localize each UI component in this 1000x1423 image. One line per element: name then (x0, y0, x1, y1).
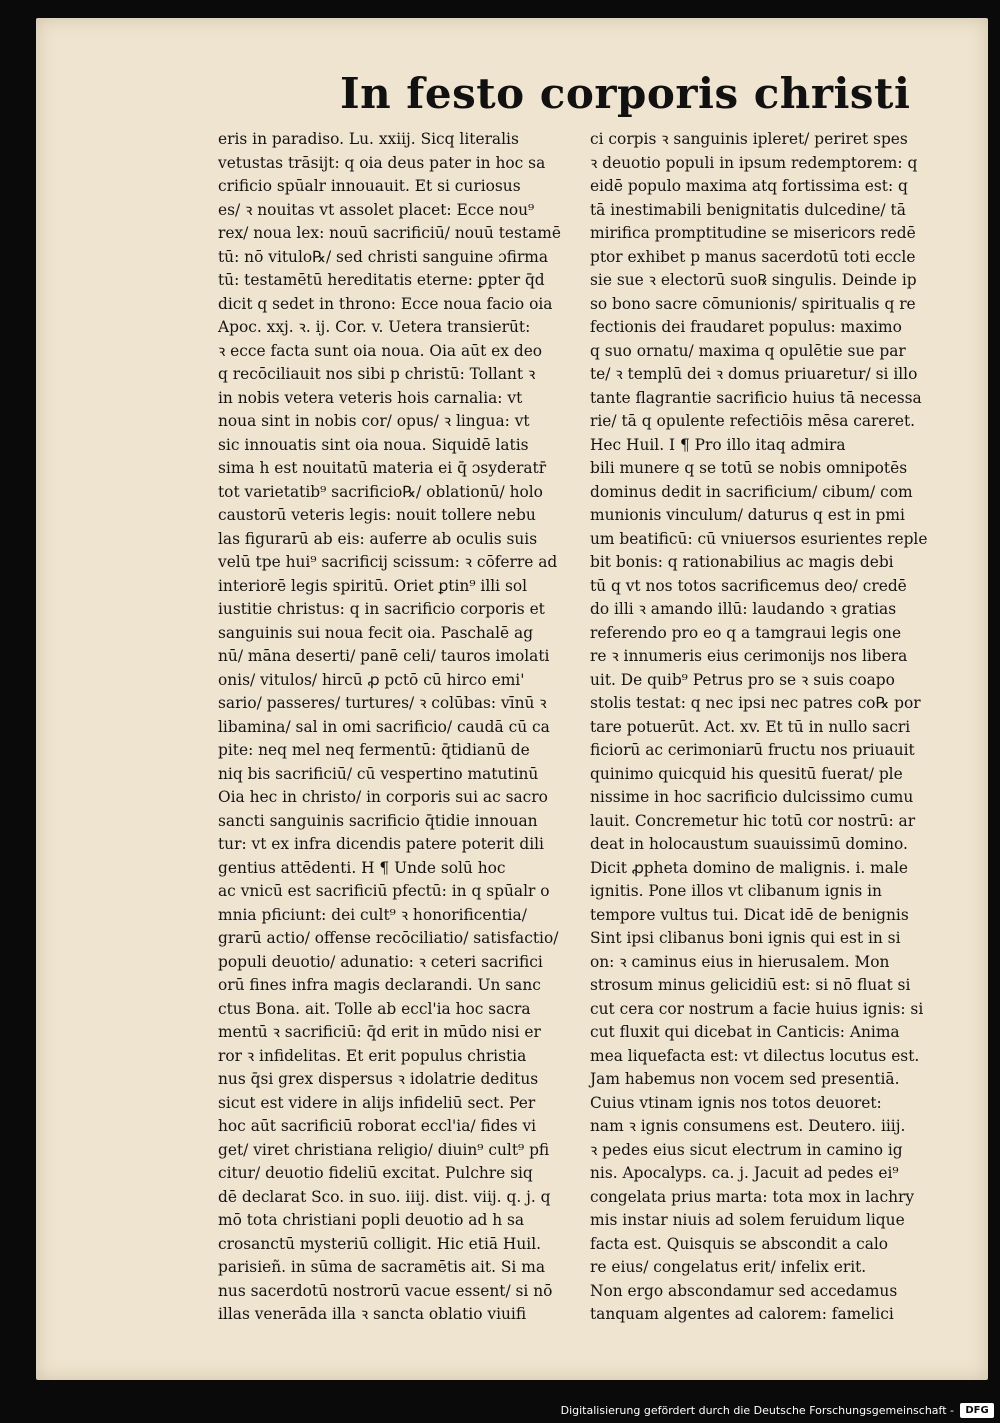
text-line: ignitis. Pone illos vt clibanum ignis in (590, 882, 882, 900)
text-line: crosanctū mysteriū colligit. Hic etiā Huil. (218, 1234, 542, 1253)
text-line: nū/ māna deserti/ panē celi/ tauros imolati (218, 647, 550, 665)
text-line: ꝛ deuotio populi in ipsum redemptorem: q (590, 153, 918, 172)
text-line: orū fines infra magis declarandi. Un sanc (218, 976, 541, 994)
text-line: Non ergo abscondamur sed accedamus (590, 1281, 898, 1300)
text-line: Apoc. xxj. ꝛ. ij. Cor. v. Uetera transierūt: (218, 318, 531, 336)
text-line: referendo pro eo q a tamgraui legis one (590, 623, 902, 642)
text-line: strosum minus gelicidiū est: si nō fluat si (590, 976, 911, 994)
text-line: in nobis vetera veteris hois carnalia: vt (218, 388, 523, 407)
text-line: parisieñ. in sūma de sacramētis ait. Si ma (218, 1258, 546, 1276)
text-line: dominus dedit in sacrificium/ cibum/ com (590, 482, 913, 501)
text-line: niq bis sacrificiū/ cū vespertino matutinū (218, 764, 539, 783)
text-line: ꝛ ecce facta sunt oia noua. Oia aūt ex deo (218, 341, 543, 360)
text-line: ci corpis ꝛ sanguinis ipleret/ periret spes (590, 130, 908, 148)
text-line: nis. Apocalyps. ca. j. Jacuit ad pedes ei⁹ (590, 1164, 899, 1182)
text-line: libamina/ sal in omi sacrificio/ caudā cū ca (218, 717, 550, 736)
text-line: Jam habemus non vocem sed presentiā. (590, 1070, 900, 1088)
text-line: illas venerāda illa ꝛ sancta oblatio viuifi (218, 1305, 527, 1323)
text-line: te/ ꝛ templū dei ꝛ domus priuaretur/ si illo (590, 365, 918, 383)
text-line: nissime in hoc sacrificio dulcissimo cumu (590, 788, 914, 806)
text-line: Sint ipsi clibanus boni ignis qui est in si (590, 929, 901, 947)
text-line: eris in paradiso. Lu. xxiij. Sicq literalis (218, 130, 519, 148)
text-line: deat in holocaustum suauissimū domino. (590, 835, 908, 853)
text-line: Hec Huil. I ¶ Pro illo itaq admira (590, 435, 846, 454)
text-line: re eius/ congelatus erit/ infelix erit. (590, 1258, 867, 1276)
text-line: do illi ꝛ amando illū: laudando ꝛ gratias (590, 600, 897, 618)
text-line: uit. De quib⁹ Petrus pro se ꝛ suis coapo (590, 670, 895, 689)
text-line: gentius attēdenti. H ¶ Unde solū hoc (218, 858, 506, 877)
text-line: onis/ vitulos/ hircū ꝓ pctō cū hirco emi' (218, 670, 525, 689)
text-line: sario/ passeres/ turtures/ ꝛ colūbas: vīnū ꝛ (218, 694, 547, 712)
text-line: hoc aūt sacrificiū roborat eccl'ia/ fides vi (218, 1117, 537, 1135)
text-line: ror ꝛ infidelitas. Et erit populus christia (218, 1046, 527, 1065)
text-line: so bono sacre cōmunionis/ spiritualis q re (590, 294, 916, 313)
text-line: cut fluxit qui dicebat in Canticis: Anima (590, 1023, 900, 1041)
text-line: tempore vultus tui. Dicat idē de benignis (590, 905, 909, 924)
text-line: tanquam algentes ad calorem: famelici (590, 1305, 894, 1323)
text-line: bit bonis: q rationabilius ac magis debi (590, 553, 894, 571)
text-line: ac vnicū est sacrificiū pfectū: in q spūalr o (218, 882, 550, 900)
text-line: cut cera cor nostrum a facie huius ignis: si (590, 999, 924, 1018)
text-line: ctus Bona. ait. Tolle ab eccl'ia hoc sacra (218, 999, 531, 1018)
text-line: interiorē legis spiritū. Oriet ꝑtin⁹ illi sol (218, 576, 528, 595)
text-line: ptor exhibet p manus sacerdotū toti eccle (590, 247, 916, 266)
text-line: facta est. Quisquis se abscondit a calo (590, 1234, 889, 1253)
text-line: Dicit ꝓpheta domino de malignis. i. male (590, 858, 908, 877)
funding-notice: Digitalisierung gefördert durch die Deutsche Forschungsgemeinschaft - (560, 1404, 954, 1417)
text-line: mentū ꝛ sacrificiū: q̄d erit in mūdo nisi er (218, 1023, 541, 1041)
text-column-left (218, 128, 586, 1327)
text-line: tur: vt ex infra dicendis patere poterit dili (218, 835, 544, 853)
text-line: stolis testat: q nec ipsi nec patres co℞ por (590, 694, 921, 712)
text-line: lauit. Concremetur hic totū cor nostrū: ar (590, 811, 916, 830)
text-line: nus sacerdotū nostrorū vacue essent/ si nō (218, 1281, 553, 1300)
text-line: pite: neq mel neq fermentū: q̄tidianū de (218, 741, 530, 759)
text-line: on: ꝛ caminus eius in hierusalem. Mon (590, 952, 890, 971)
text-line: Cuius vtinam ignis nos totos deuoret: (590, 1093, 882, 1112)
text-line: Oia hec in christo/ in corporis sui ac sacro (218, 788, 548, 806)
text-line: nam ꝛ ignis consumens est. Deutero. iiij. (590, 1117, 906, 1135)
text-line: re ꝛ innumeris eius cerimonijs nos libera (590, 647, 908, 665)
text-line: mō tota christiani popli deuotio ad h sa (218, 1211, 525, 1229)
text-line: mea liquefacta est: vt dilectus locutus est. (590, 1046, 920, 1065)
text-line: tare potuerūt. Act. xv. Et tū in nullo sacri (590, 717, 911, 736)
text-line: tū: testamētū hereditatis eterne: ꝑpter q̄d (218, 271, 545, 289)
text-line: q recōciliauit nos sibi p christū: Tollant ꝛ (218, 365, 536, 383)
text-line: citur/ deuotio fideliū excitat. Pulchre siq (218, 1164, 533, 1182)
text-line: tā inestimabili benignitatis dulcedine/ tā (590, 200, 906, 219)
text-line: mnia pficiunt: dei cult⁹ ꝛ honorificentia/ (218, 905, 527, 924)
text-line: mis instar niuis ad solem feruidum lique (590, 1211, 905, 1229)
text-line: crificio spūalr innouauit. Et si curiosus (218, 177, 521, 195)
text-line: eidē populo maxima atq fortissima est: q (590, 177, 908, 195)
text-line: mirifica promptitudine se misericors redē (590, 224, 916, 242)
text-line: quinimo quicquid his quesitū fuerat/ ple (590, 764, 903, 783)
text-line: tot varietatib⁹ sacrificio℞/ oblationū/ holo (218, 482, 543, 501)
text-line: velū tpe hui⁹ sacrificij scissum: ꝛ cōferre ad (218, 553, 558, 571)
text-line: bili munere q se totū se nobis omnipotēs (590, 459, 908, 477)
dfg-logo-icon: DFG (960, 1403, 994, 1418)
text-line: sancti sanguinis sacrificio q̄tidie innouan (218, 811, 538, 830)
text-line: dicit q sedet in throno: Ecce noua facio oia (218, 294, 553, 313)
text-line: sima h est nouitatū materia ei q̄ ɔsyderatr̄ (218, 459, 547, 477)
text-line: las figurarū ab eis: auferre ab oculis suis (218, 529, 538, 548)
text-line: dē declarat Sco. in suo. iiij. dist. viij. q. j. q (218, 1187, 551, 1206)
text-line: tū q vt nos totos sacrificemus deo/ credē (590, 576, 907, 595)
text-line: ficiorū ac cerimoniarū fructu nos priuauit (590, 741, 915, 759)
text-line: ꝛ pedes eius sicut electrum in camino ig (590, 1140, 903, 1159)
text-line: sanguinis sui noua fecit oia. Paschalē ag (218, 623, 534, 642)
text-line: caustorū veteris legis: nouit tollere nebu (218, 506, 536, 524)
running-title: In festo corporis christi (340, 69, 911, 118)
text-line: sic innouatis sint oia noua. Siquidē latis (218, 435, 529, 454)
text-line: get/ viret christiana religio/ diuin⁹ cult⁹ pfi (218, 1140, 550, 1159)
text-line: noua sint in nobis cor/ opus/ ꝛ lingua: vt (218, 412, 530, 430)
text-line: tante flagrantie sacrificio huius tā necessa (590, 388, 922, 407)
text-line: iustitie christus: q in sacrificio corporis et (218, 600, 545, 618)
text-line: vetustas trāsijt: q oia deus pater in hoc sa (218, 153, 546, 172)
text-column-right (590, 128, 972, 1327)
text-line: es/ ꝛ nouitas vt assolet placet: Ecce nou⁹ (218, 200, 535, 219)
text-line: um beatificū: cū vniuersos esurientes reple (590, 529, 928, 548)
text-line: congelata prius marta: tota mox in lachry (590, 1187, 915, 1206)
text-line: sicut est videre in alijs infideliū sect. Per (218, 1093, 536, 1112)
text-line: rex/ noua lex: nouū sacrificiū/ nouū testamē (218, 224, 561, 242)
text-line: q suo ornatu/ maxima q opulētie sue par (590, 341, 906, 360)
text-line: tū: nō vitulo℞/ sed christi sanguine ɔfirma (218, 247, 549, 266)
text-line: rie/ tā q opulente refectiōis mēsa careret. (590, 412, 916, 430)
text-line: nus q̄si grex dispersus ꝛ idolatrie deditus (218, 1070, 539, 1088)
text-line: populi deuotio/ adunatio: ꝛ ceteri sacrifici (218, 952, 543, 971)
text-line: sie sue ꝛ electorū suo℞ singulis. Deinde ip (590, 271, 917, 289)
text-line: fectionis dei fraudaret populus: maximo (590, 318, 902, 336)
text-line: munionis vinculum/ daturus q est in pmi (590, 506, 905, 524)
text-line: grarū actio/ offense recōciliatio/ satisfactio/ (218, 929, 559, 947)
